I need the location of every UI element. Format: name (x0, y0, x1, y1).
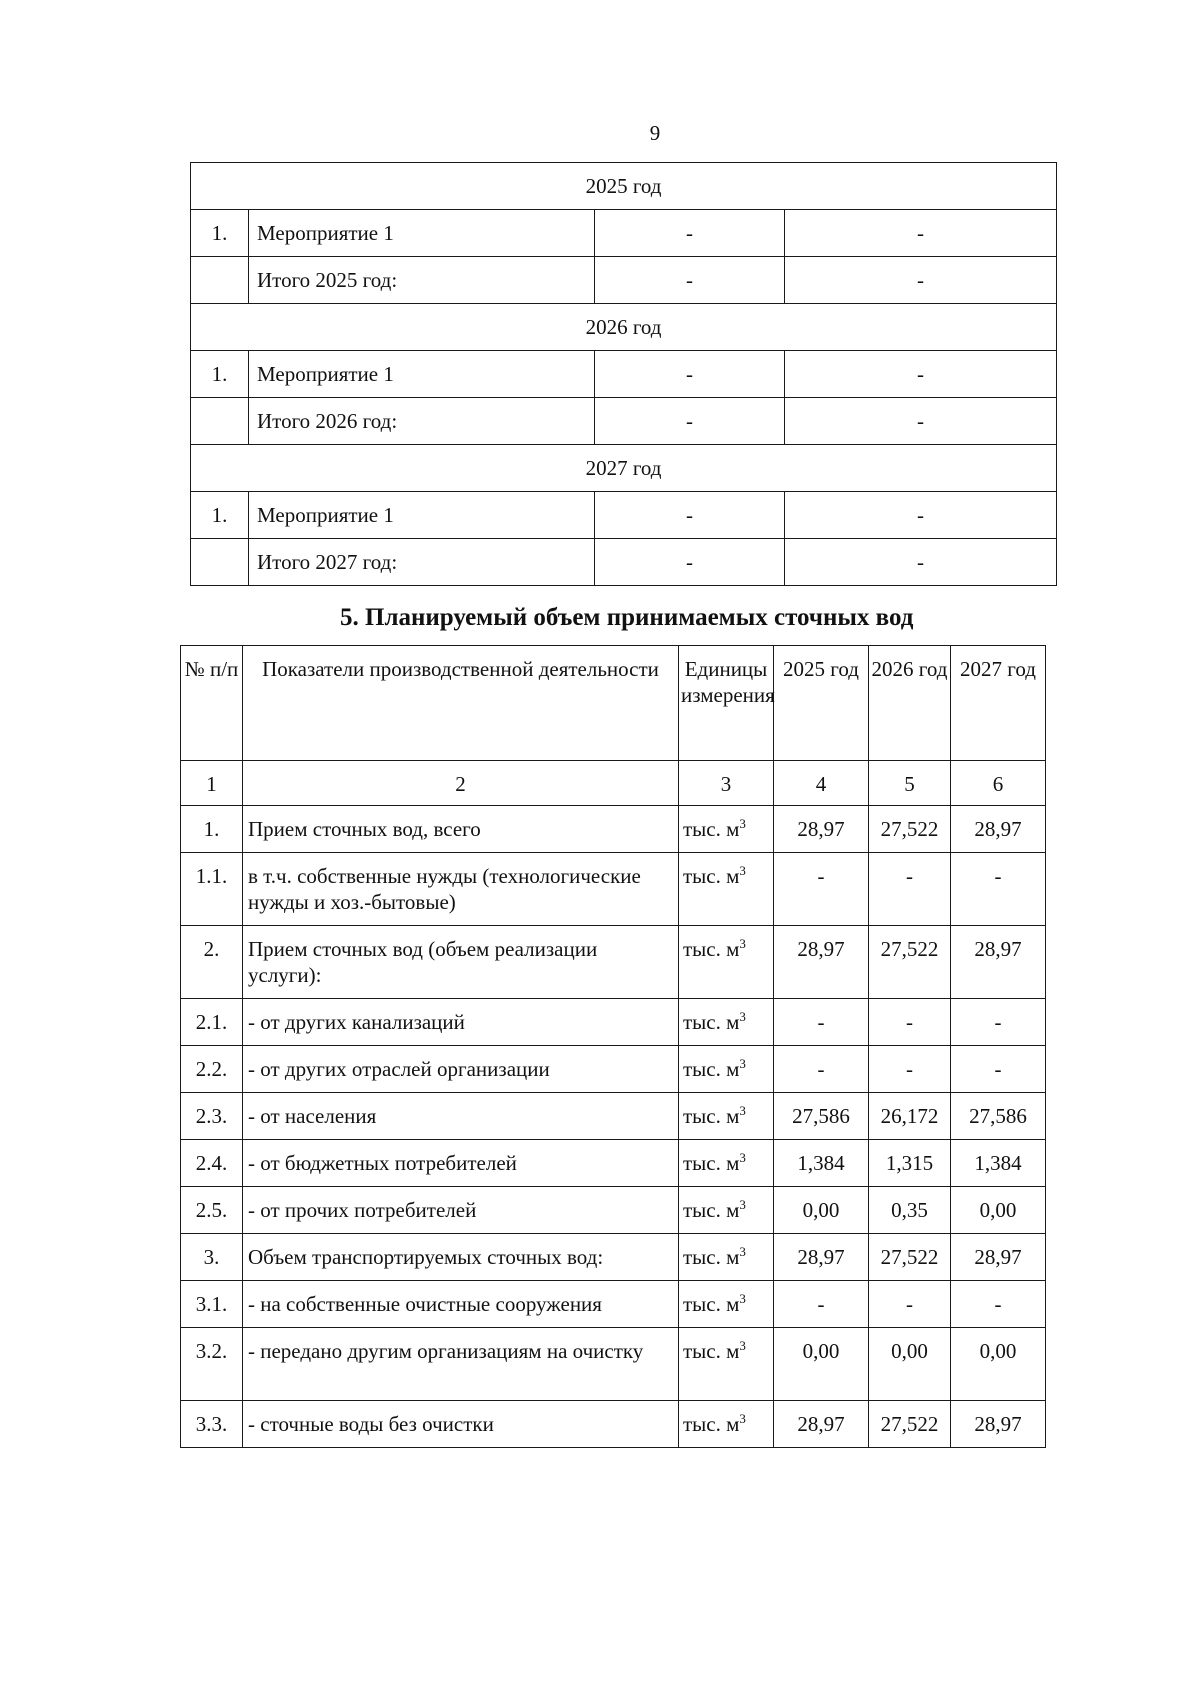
indicator-name: - передано другим организациям на очистку (243, 1328, 679, 1401)
unit-text: тыс. м (683, 864, 740, 888)
column-index: 6 (951, 761, 1046, 806)
table-row (181, 1046, 1046, 1093)
unit-text: тыс. м (683, 1010, 740, 1034)
table-row (181, 853, 1046, 926)
value-2026: 27,522 (869, 806, 951, 853)
row-number: 1. (191, 351, 249, 398)
value-2026: 27,522 (869, 1401, 951, 1448)
unit-exponent: 3 (739, 936, 746, 951)
table-row (181, 926, 1046, 999)
unit-exponent: 3 (739, 1244, 746, 1259)
row-number: 1. (191, 492, 249, 539)
table-row (181, 1187, 1046, 1234)
value-2025: 28,97 (774, 926, 869, 999)
value-2025: 0,00 (774, 1187, 869, 1234)
event-value-1: - (595, 398, 785, 445)
year-title: 2026 год (191, 304, 1057, 351)
table-row (191, 492, 1057, 539)
value-2025: 28,97 (774, 806, 869, 853)
indicator-name: Объем транспортируемых сточных вод: (243, 1234, 679, 1281)
indicator-name: - от других канализаций (243, 999, 679, 1046)
row-number (191, 257, 249, 304)
table-row (181, 1093, 1046, 1140)
value-2027: - (951, 1281, 1046, 1328)
row-number (191, 539, 249, 586)
unit-cell (679, 806, 774, 853)
unit-exponent: 3 (739, 1056, 746, 1071)
header-year-2027: 2027 год (951, 646, 1046, 761)
value-2025: - (774, 999, 869, 1046)
unit-text: тыс. м (683, 1104, 740, 1128)
table-row (181, 806, 1046, 853)
indicator-name: - от бюджетных потребителей (243, 1140, 679, 1187)
table-row (181, 1328, 1046, 1401)
value-2027: - (951, 1046, 1046, 1093)
unit-text: тыс. м (683, 1057, 740, 1081)
row-number: 3.1. (181, 1281, 243, 1328)
event-name: Итого 2026 год: (249, 398, 595, 445)
value-2027: - (951, 999, 1046, 1046)
event-name: Итого 2025 год: (249, 257, 595, 304)
wastewater-volume-table (180, 645, 1046, 1448)
header-num: № п/п (181, 646, 243, 761)
value-2025: - (774, 1046, 869, 1093)
value-2026: 1,315 (869, 1140, 951, 1187)
value-2026: - (869, 1281, 951, 1328)
row-number: 2.1. (181, 999, 243, 1046)
indicator-name: в т.ч. собственные нужды (технологические нужды и хоз.-бытовые) (243, 853, 679, 926)
unit-cell (679, 999, 774, 1046)
value-2025: 1,384 (774, 1140, 869, 1187)
row-number (191, 398, 249, 445)
unit-text: тыс. м (683, 1292, 740, 1316)
value-2027: 0,00 (951, 1187, 1046, 1234)
unit-cell (679, 926, 774, 999)
value-2025: 27,586 (774, 1093, 869, 1140)
row-number: 1.1. (181, 853, 243, 926)
value-2027: 28,97 (951, 1234, 1046, 1281)
value-2026: - (869, 999, 951, 1046)
row-number: 3.2. (181, 1328, 243, 1401)
table-row (181, 999, 1046, 1046)
row-number: 2.3. (181, 1093, 243, 1140)
unit-text: тыс. м (683, 1245, 740, 1269)
value-2027: - (951, 853, 1046, 926)
unit-cell (679, 1281, 774, 1328)
year-header-row (191, 163, 1057, 210)
page-number: 9 (649, 121, 661, 145)
event-value-1: - (595, 539, 785, 586)
indicator-name: - на собственные очистные сооружения (243, 1281, 679, 1328)
section-title: 5. Планируемый объем принимаемых сточных вод (340, 604, 914, 631)
header-year-2025: 2025 год (774, 646, 869, 761)
event-value-2: - (785, 257, 1057, 304)
unit-exponent: 3 (739, 1150, 746, 1165)
year-title: 2025 год (191, 163, 1057, 210)
column-index: 2 (243, 761, 679, 806)
value-2025: 28,97 (774, 1401, 869, 1448)
value-2025: 28,97 (774, 1234, 869, 1281)
event-value-2: - (785, 539, 1057, 586)
row-number: 2.2. (181, 1046, 243, 1093)
unit-exponent: 3 (739, 816, 746, 831)
unit-text: тыс. м (683, 1339, 740, 1363)
event-value-2: - (785, 398, 1057, 445)
indicator-name: - от населения (243, 1093, 679, 1140)
row-number: 3. (181, 1234, 243, 1281)
row-number: 1. (181, 806, 243, 853)
event-value-1: - (595, 492, 785, 539)
indicator-name: Прием сточных вод, всего (243, 806, 679, 853)
unit-cell (679, 1187, 774, 1234)
event-value-2: - (785, 210, 1057, 257)
unit-text: тыс. м (683, 1151, 740, 1175)
value-2027: 28,97 (951, 1401, 1046, 1448)
table-row (191, 539, 1057, 586)
year-title: 2027 год (191, 445, 1057, 492)
value-2026: - (869, 1046, 951, 1093)
year-header-row (191, 445, 1057, 492)
table-row (191, 398, 1057, 445)
unit-cell (679, 853, 774, 926)
unit-text: тыс. м (683, 1198, 740, 1222)
unit-exponent: 3 (739, 1197, 746, 1212)
indicator-name: Прием сточных вод (объем реализации услуги): (243, 926, 679, 999)
unit-text: тыс. м (683, 1412, 740, 1436)
event-name: Мероприятие 1 (249, 492, 595, 539)
row-number: 1. (191, 210, 249, 257)
column-index: 1 (181, 761, 243, 806)
event-name: Итого 2027 год: (249, 539, 595, 586)
indicator-name: - сточные воды без очистки (243, 1401, 679, 1448)
header-indicator: Показатели производственной деятельности (243, 646, 679, 761)
column-index: 3 (679, 761, 774, 806)
header-unit: Единицы измерения (679, 646, 774, 761)
unit-cell (679, 1234, 774, 1281)
table-row (181, 1140, 1046, 1187)
unit-exponent: 3 (739, 1103, 746, 1118)
table-row (191, 210, 1057, 257)
table-row (181, 1234, 1046, 1281)
unit-text: тыс. м (683, 937, 740, 961)
value-2027: 28,97 (951, 926, 1046, 999)
event-name: Мероприятие 1 (249, 210, 595, 257)
column-index-row (181, 761, 1046, 806)
table-row (191, 351, 1057, 398)
header-year-2026: 2026 год (869, 646, 951, 761)
event-value-2: - (785, 492, 1057, 539)
event-value-1: - (595, 257, 785, 304)
indicator-name: - от других отраслей организации (243, 1046, 679, 1093)
value-2025: - (774, 853, 869, 926)
value-2027: 1,384 (951, 1140, 1046, 1187)
row-number: 2.4. (181, 1140, 243, 1187)
indicator-name: - от прочих потребителей (243, 1187, 679, 1234)
unit-exponent: 3 (739, 1338, 746, 1353)
value-2027: 0,00 (951, 1328, 1046, 1401)
year-header-row (191, 304, 1057, 351)
header-row (181, 646, 1046, 761)
unit-cell (679, 1328, 774, 1401)
unit-exponent: 3 (739, 1411, 746, 1426)
unit-cell (679, 1046, 774, 1093)
unit-cell (679, 1140, 774, 1187)
value-2026: 0,35 (869, 1187, 951, 1234)
value-2026: - (869, 853, 951, 926)
unit-text: тыс. м (683, 817, 740, 841)
value-2027: 27,586 (951, 1093, 1046, 1140)
unit-exponent: 3 (739, 1291, 746, 1306)
value-2027: 28,97 (951, 806, 1046, 853)
value-2026: 26,172 (869, 1093, 951, 1140)
row-number: 2.5. (181, 1187, 243, 1234)
table-row (181, 1401, 1046, 1448)
events-table (190, 162, 1057, 586)
unit-exponent: 3 (739, 863, 746, 878)
event-value-1: - (595, 351, 785, 398)
unit-exponent: 3 (739, 1009, 746, 1024)
value-2026: 0,00 (869, 1328, 951, 1401)
event-value-1: - (595, 210, 785, 257)
value-2026: 27,522 (869, 1234, 951, 1281)
table-row (181, 1281, 1046, 1328)
value-2025: 0,00 (774, 1328, 869, 1401)
value-2025: - (774, 1281, 869, 1328)
column-index: 4 (774, 761, 869, 806)
table-row (191, 257, 1057, 304)
row-number: 3.3. (181, 1401, 243, 1448)
row-number: 2. (181, 926, 243, 999)
event-value-2: - (785, 351, 1057, 398)
value-2026: 27,522 (869, 926, 951, 999)
column-index: 5 (869, 761, 951, 806)
event-name: Мероприятие 1 (249, 351, 595, 398)
unit-cell (679, 1093, 774, 1140)
unit-cell (679, 1401, 774, 1448)
